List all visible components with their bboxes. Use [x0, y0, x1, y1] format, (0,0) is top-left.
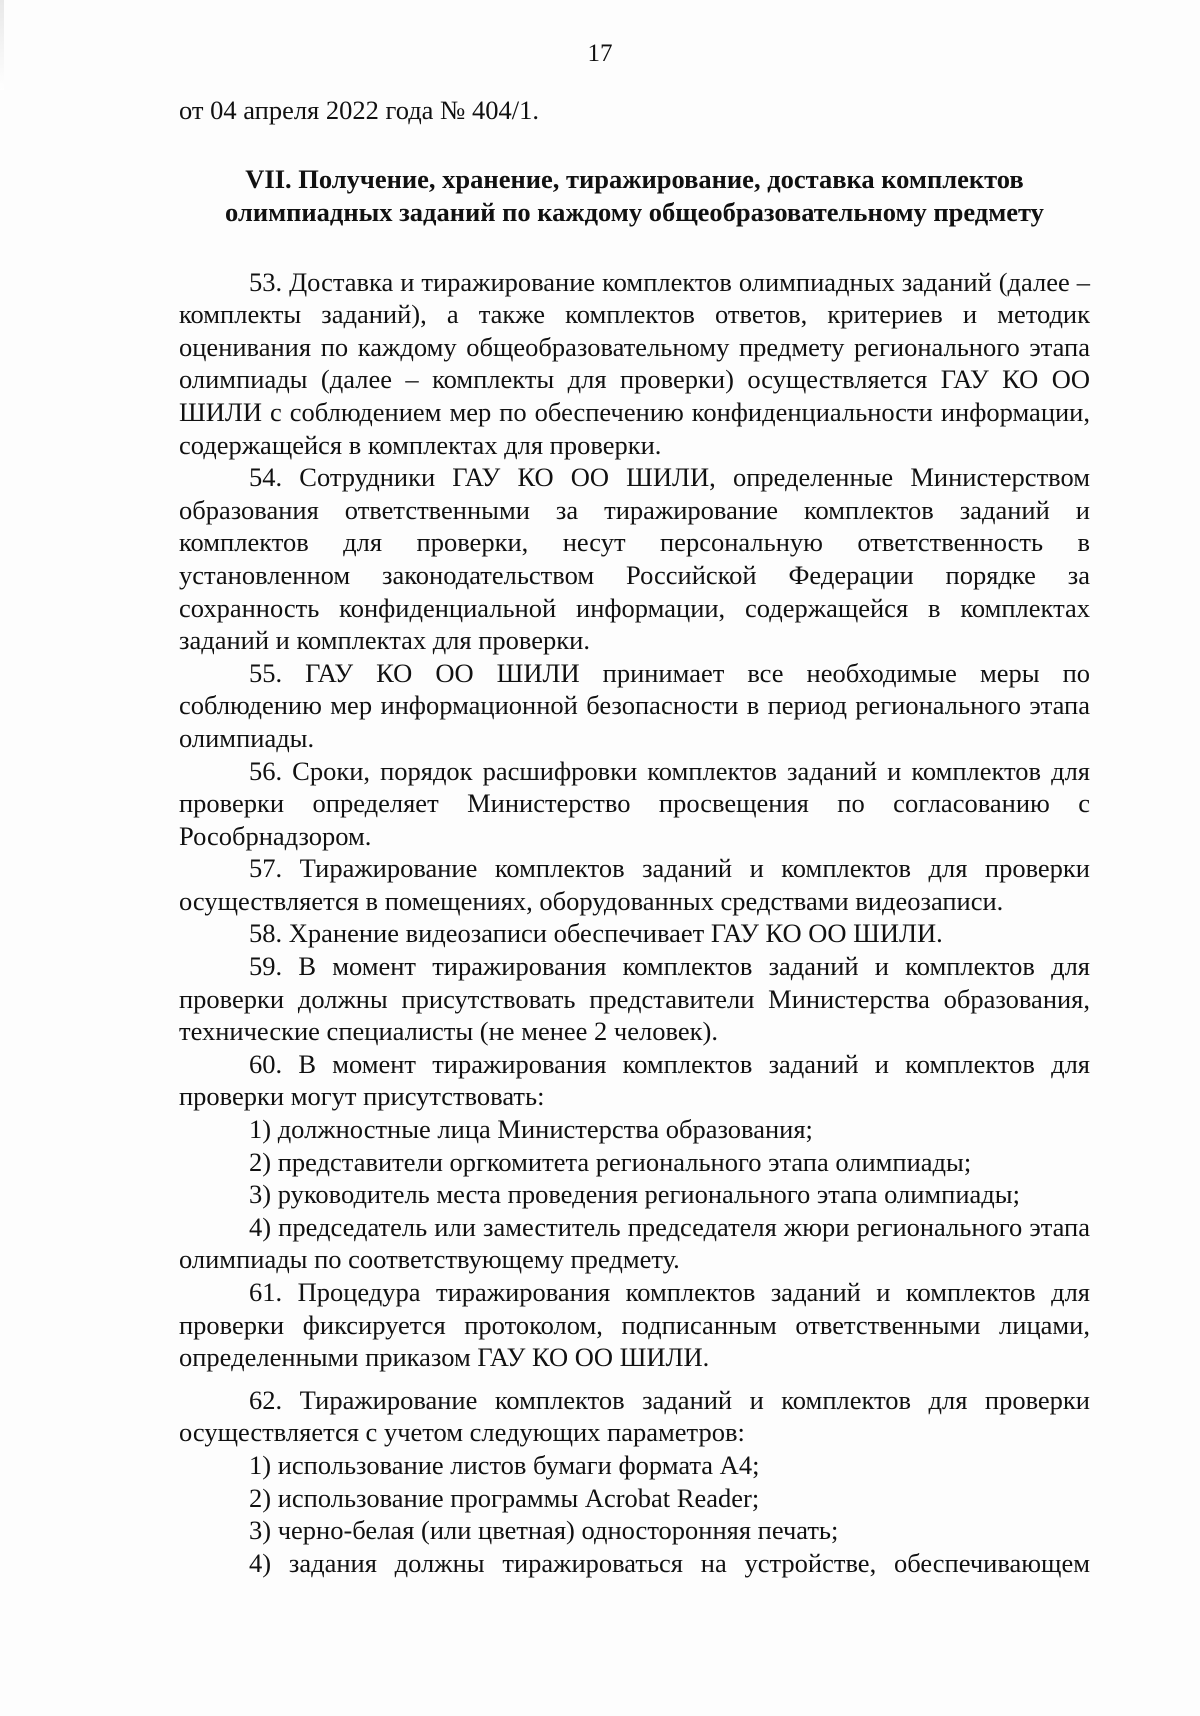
list-item: 4) задания должны тиражироваться на устройстве, обеспечивающем: [249, 1547, 1090, 1578]
paragraph-54: 54. Сотрудники ГАУ КО ОО ШИЛИ, определенные Министерством образования ответственными за тиражирование комплектов заданий и комплектов для проверки, несут персональную ответственность в установленном законодательством Российской Федерации порядке за сохранность конфиденциальной информации, содержащейся в комплектах заданий и комплектах для проверки.: [179, 462, 1090, 656]
paragraph-58: 58. Хранение видеозаписи обеспечивает ГАУ КО ОО ШИЛИ.: [249, 918, 943, 949]
paragraph-gap: [179, 1374, 1090, 1384]
section-title-line-2: олимпиадных заданий по каждому общеобразовательному предмету: [225, 196, 1044, 227]
paragraph-57: 57. Тиражирование комплектов заданий и комплектов для проверки осуществляется в помещениях, оборудованных средствами видеозаписи.: [179, 853, 1090, 916]
paragraph-60: 60. В момент тиражирования комплектов заданий и комплектов для проверки могут присутствовать:: [179, 1048, 1090, 1112]
paragraph-55: 55. ГАУ КО ОО ШИЛИ принимает все необходимые меры по соблюдению мер информационной безопасности в период регионального этапа олимпиады.: [179, 657, 1090, 753]
list-item: 1) должностные лица Министерства образования;: [249, 1114, 813, 1145]
paragraph-62: 62. Тиражирование комплектов заданий и комплектов для проверки осуществляется с учетом следующих параметров:: [179, 1384, 1090, 1448]
document-body: [179, 94, 1090, 1579]
page-number: 17: [587, 40, 613, 67]
list-item: 3) руководитель места проведения регионального этапа олимпиады;: [249, 1179, 1020, 1210]
paragraph-56: 56. Сроки, порядок расшифровки комплектов заданий и комплектов для проверки определяет Министерство просвещения по согласованию с Рособрнадзором.: [179, 755, 1090, 851]
paragraph-53: 53. Доставка и тиражирование комплектов олимпиадных заданий (далее – комплекты заданий), а также комплектов ответов, критериев и методик оценивания по каждому общеобразовательному предмету регионального этапа олимпиады (далее – комплекты для проверки) осуществляется ГАУ КО ОО ШИЛИ с соблюдением мер по обеспечению конфиденциальности информации, содержащейся в комплектах для проверки.: [179, 266, 1090, 460]
list-item: 3) черно-белая (или цветная) односторонняя печать;: [249, 1515, 839, 1546]
paragraph-61: 61. Процедура тиражирования комплектов заданий и комплектов для проверки фиксируется протоколом, подписанным ответственными лицами, определенными приказом ГАУ КО ОО ШИЛИ.: [179, 1277, 1090, 1373]
list-item: 2) представители оргкомитета регионального этапа олимпиады;: [249, 1146, 972, 1177]
list-item: 4) председатель или заместитель председателя жюри регионального этапа олимпиады по соответствующему предмету.: [179, 1211, 1090, 1275]
list-item: 2) использование программы Acrobat Reader;: [249, 1482, 760, 1513]
list-item: 1) использование листов бумаги формата А4;: [249, 1449, 760, 1480]
section-title-line-1: VII. Получение, хранение, тиражирование, доставка комплектов: [245, 163, 1024, 194]
section-title: [179, 163, 1090, 229]
date-line: от 04 апреля 2022 года № 404/1.: [179, 95, 539, 125]
paragraph-59: 59. В момент тиражирования комплектов заданий и комплектов для проверки должны присутствовать представители Министерства образования, технические специалисты (не менее 2 человек).: [179, 951, 1090, 1047]
